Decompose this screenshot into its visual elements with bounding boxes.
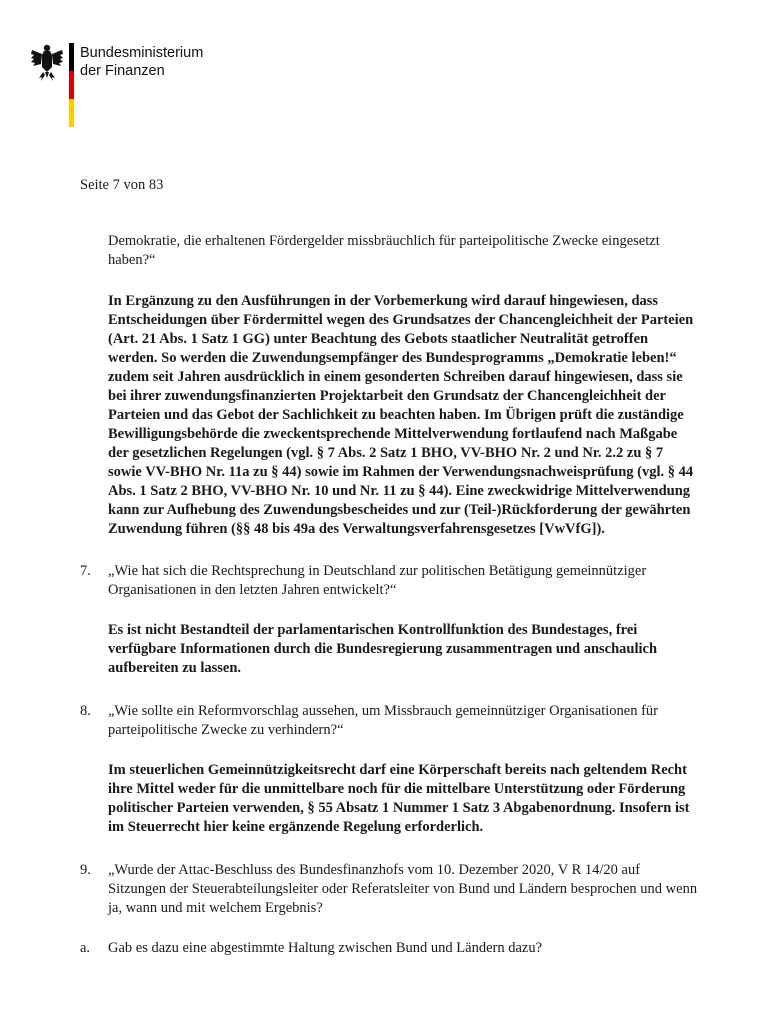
german-flag-bar [69, 43, 74, 127]
question-9 [80, 861, 700, 918]
federal-eagle-icon [30, 42, 64, 82]
answer-text: In Ergänzung zu den Ausführungen in der Vorbemerkung wird darauf hingewiesen, dass Entscheidungen über Fördermittel wegen des Grundsatzes der Chancengleichheit der Parteien (Art. 21 Abs. 1 Satz 1 GG) unter Beachtung des Gebots staatlicher Neutralität getroffen werden. So werden die Zuwendungsempfänger des Bundesprogramms „Demokratie leben!“ zudem seit Jahren ausdrücklich in einem gesonderten Schreiben darauf hingewiesen, dass sie bei ihrer zuwendungsfinanzierten Projektarbeit den Grundsatz der Chancengleichheit der Parteien und das Gebot der Sachlichkeit zu beachten haben. Im Übrigen prüft die zuständige Bewilligungsbehörde die zweckentsprechende Mittelverwendung fortlaufend nach Maßgabe der gesetzlichen Regelungen (vgl. § 7 Abs. 2 Satz 1 BHO, VV-BHO Nr. 2 und Nr. 2.2 zu § 7 sowie VV-BHO Nr. 11a zu § 44) sowie im Rahmen der Verwendungsnachweisprüfung (vgl. § 44 Abs. 1 Satz 2 BHO, VV-BHO Nr. 10 und Nr. 11 zu § 44). Eine zweckwidrige Mittelverwendung kann zur Aufhebung des Zuwendungsbescheides und zur (Teil-)Rückforderung der gewährten Zuwendung führen (§§ 48 bis 49a des Verwaltungsverfahrensgesetzes [VwVfG]). [108, 293, 694, 537]
question-number: a. [80, 940, 91, 956]
ministry-name-line2: der Finanzen [80, 63, 165, 79]
question-8 [80, 702, 700, 740]
question-9a [80, 939, 700, 958]
page-number: Seite 7 von 83 [80, 177, 164, 193]
question-text: Demokratie, die erhaltenen Fördergelder missbräuchlich für parteipolitische Zwecke eingesetzt haben?“ [108, 233, 660, 268]
question-text: Gab es dazu eine abgestimmte Haltung zwischen Bund und Ländern dazu? [108, 940, 543, 956]
document-body [80, 232, 700, 958]
answer-6 [80, 292, 700, 539]
answer-text: Es ist nicht Bestandteil der parlamentarischen Kontrollfunktion des Bundestages, frei verfügbare Informationen durch die Bundesregierung zusammentragen und anschaulich aufbereiten zu lassen. [108, 622, 658, 676]
ministry-name [80, 44, 203, 80]
question-6-continuation [80, 232, 700, 270]
question-text: „Wie hat sich die Rechtsprechung in Deutschland zur politischen Betätigung gemeinnütziger Organisationen in den letzten Jahren entwickelt?“ [108, 563, 647, 598]
question-text: „Wurde der Attac-Beschluss des Bundesfinanzhofs vom 10. Dezember 2020, V R 14/20 auf Sitzungen der Steuerabteilungsleiter oder Referatsleiter von Bund und Ländern besprochen und wenn ja, wann und mit welchem Ergebnis? [108, 862, 698, 916]
answer-7 [80, 621, 700, 678]
question-text: „Wie sollte ein Reformvorschlag aussehen, um Missbrauch gemeinnütziger Organisationen für parteipolitische Zwecke zu verhindern?“ [108, 703, 658, 738]
ministry-logo [30, 40, 230, 130]
question-7 [80, 562, 700, 600]
question-number: 7. [80, 563, 91, 579]
answer-text: Im steuerlichen Gemeinnützigkeitsrecht darf eine Körperschaft bereits nach geltendem Recht ihre Mittel weder für die unmittelbare noch für die mittelbare Unterstützung oder Förderung politischer Parteien verwenden, § 55 Absatz 1 Nummer 1 Satz 3 Abgabenordnung. Insofern ist im Steuerrecht hier keine ergänzende Regelung erforderlich. [108, 762, 690, 835]
question-number: 9. [80, 862, 91, 878]
answer-8 [80, 761, 700, 837]
question-number: 8. [80, 703, 91, 719]
ministry-name-line1: Bundesministerium [80, 45, 204, 61]
